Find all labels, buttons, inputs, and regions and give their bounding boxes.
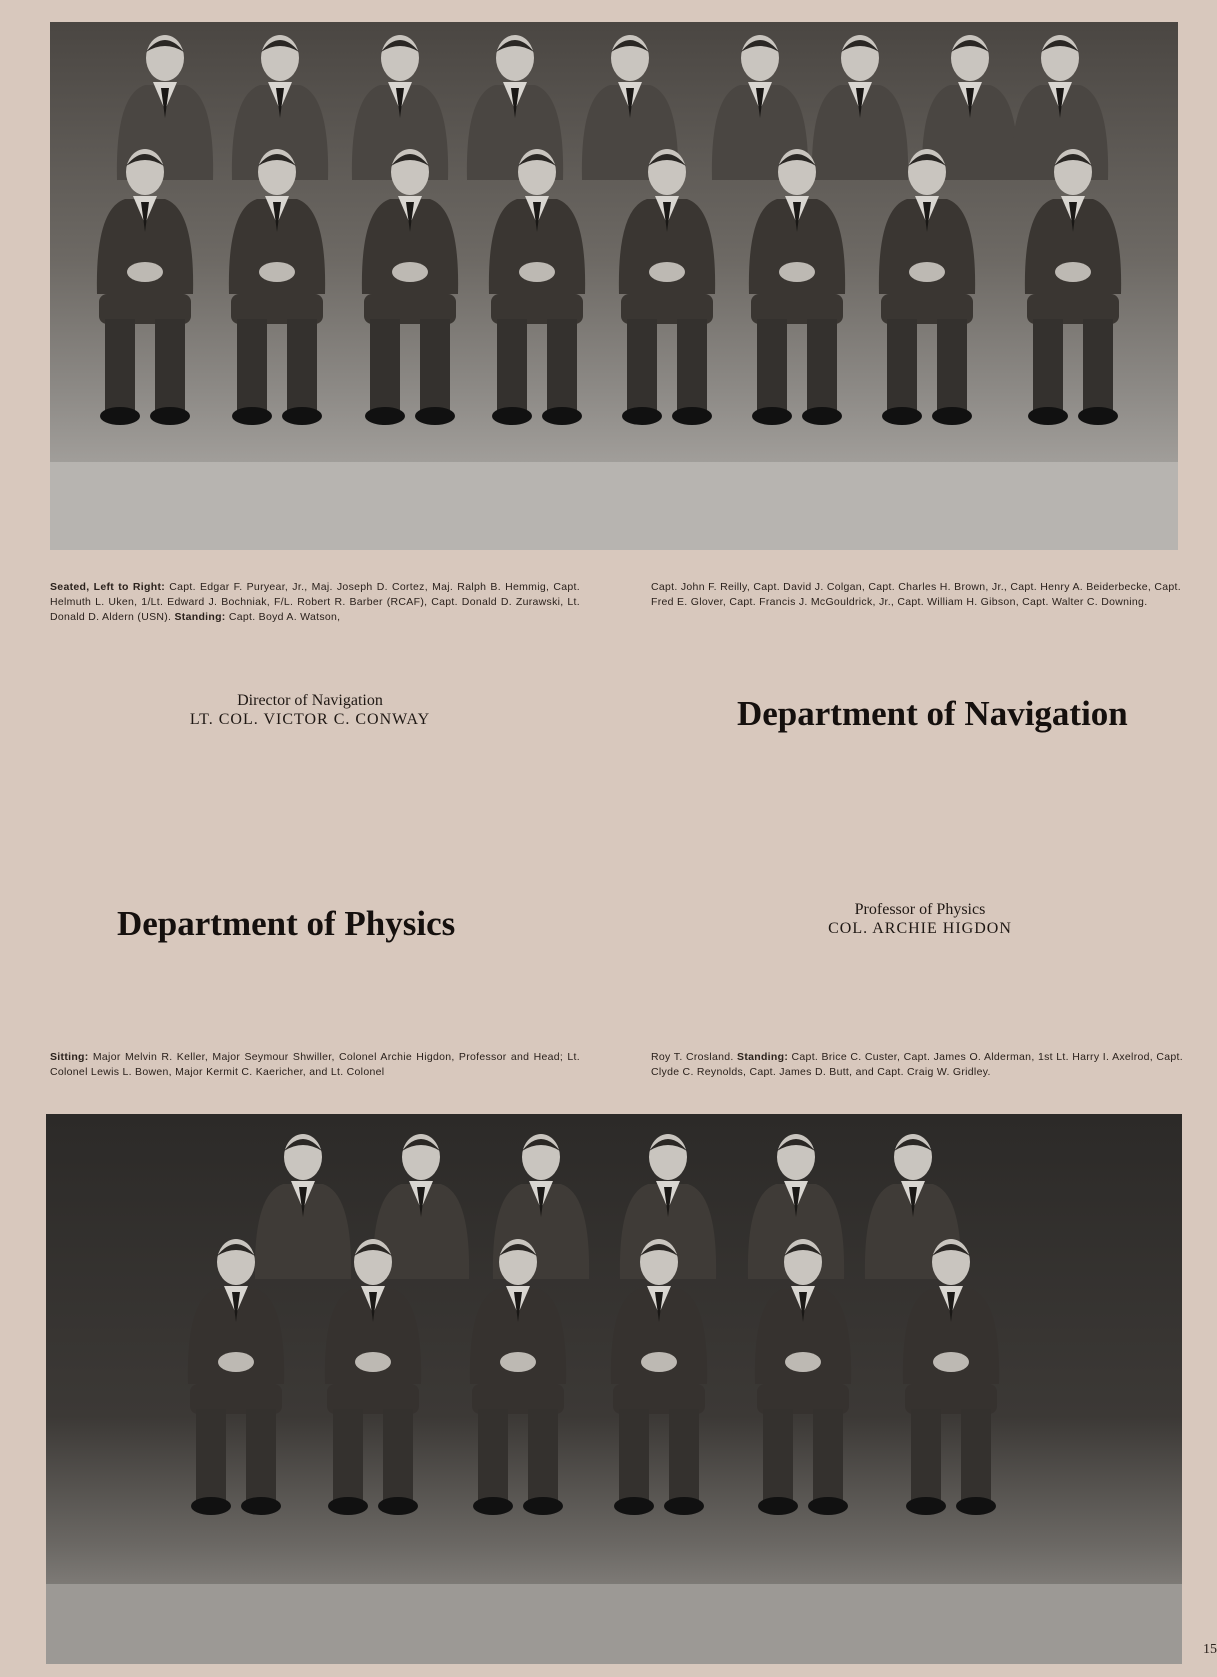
page-number: 15 [1203, 1642, 1217, 1657]
caption-sitting-names-continued: Roy T. Crosland. [651, 1051, 738, 1063]
person-figure [619, 149, 715, 425]
person-figure [812, 35, 908, 180]
navigation-photo-figures [50, 22, 1178, 550]
person-figure [470, 1239, 566, 1515]
caption-standing-names-physics: Capt. Brice C. Custer, Capt. James O. Alderman, 1st Lt. Harry I. Axelrod, Capt. Clyde C. Reynolds, Capt. James D. Butt, and Capt. Craig W. Gridley. [651, 1051, 1183, 1078]
navigation-director-block [150, 691, 470, 729]
person-figure [255, 1134, 351, 1279]
professor-name: COL. ARCHIE HIGDON [828, 920, 1012, 937]
person-figure [188, 1239, 284, 1515]
person-figure [229, 149, 325, 425]
physics-caption-left [50, 1050, 580, 1080]
physics-department-title: Department of Physics [117, 904, 456, 943]
caption-lead-standing-physics: Standing: [737, 1051, 789, 1063]
person-figure [903, 1239, 999, 1515]
physics-photo-figures [46, 1114, 1182, 1664]
director-title: Director of Navigation [237, 692, 383, 709]
caption-lead-sitting: Sitting: [50, 1051, 89, 1063]
caption-sitting-names: Major Melvin R. Keller, Major Seymour Shwiller, Colonel Archie Higdon, Professor and Head; Lt. Colonel Lewis L. Bowen, Major Kermit C. Kaericher, and Lt. Colonel [50, 1051, 580, 1078]
caption-lead-seated: Seated, Left to Right: [50, 581, 166, 593]
navigation-department-title: Department of Navigation [737, 694, 1128, 733]
caption-standing-names: Capt. Boyd A. Watson, [225, 611, 341, 623]
person-figure [755, 1239, 851, 1515]
person-figure [97, 149, 193, 425]
physics-professor-block [780, 900, 1060, 938]
floor [46, 1584, 1182, 1664]
navigation-caption-right [651, 580, 1181, 610]
person-figure [489, 149, 585, 425]
caption-seated-names: Capt. Edgar F. Puryear, Jr., Maj. Joseph D. Cortez, Maj. Ralph B. Hemmig, Capt. Helmuth L. Uken, 1/Lt. Edward J. Bochniak, F/L. Robert R. Barber (RCAF), Capt. Donald D. Zurawski, Lt. Donald D. Aldern (USN). [50, 581, 580, 623]
person-figure [325, 1239, 421, 1515]
director-name: LT. COL. VICTOR C. CONWAY [189, 711, 431, 728]
physics-caption-right [651, 1050, 1183, 1080]
person-figure [362, 149, 458, 425]
caption-lead-standing: Standing: [174, 611, 226, 623]
person-figure [879, 149, 975, 425]
person-figure [1025, 149, 1121, 425]
caption-standing-names-continued: Capt. John F. Reilly, Capt. David J. Colgan, Capt. Charles H. Brown, Jr., Capt. Henry A. Beiderbecke, Capt. Fred E. Glover, Capt. Francis J. McGouldrick, Jr., Capt. William H. Gibson, Capt. Walter C. Downing. [651, 581, 1181, 608]
navigation-caption-left [50, 580, 580, 625]
professor-title: Professor of Physics [854, 901, 986, 918]
person-figure [611, 1239, 707, 1515]
person-figure [749, 149, 845, 425]
navigation-group-photo [50, 22, 1178, 550]
physics-group-photo [46, 1114, 1182, 1664]
floor [50, 462, 1178, 550]
